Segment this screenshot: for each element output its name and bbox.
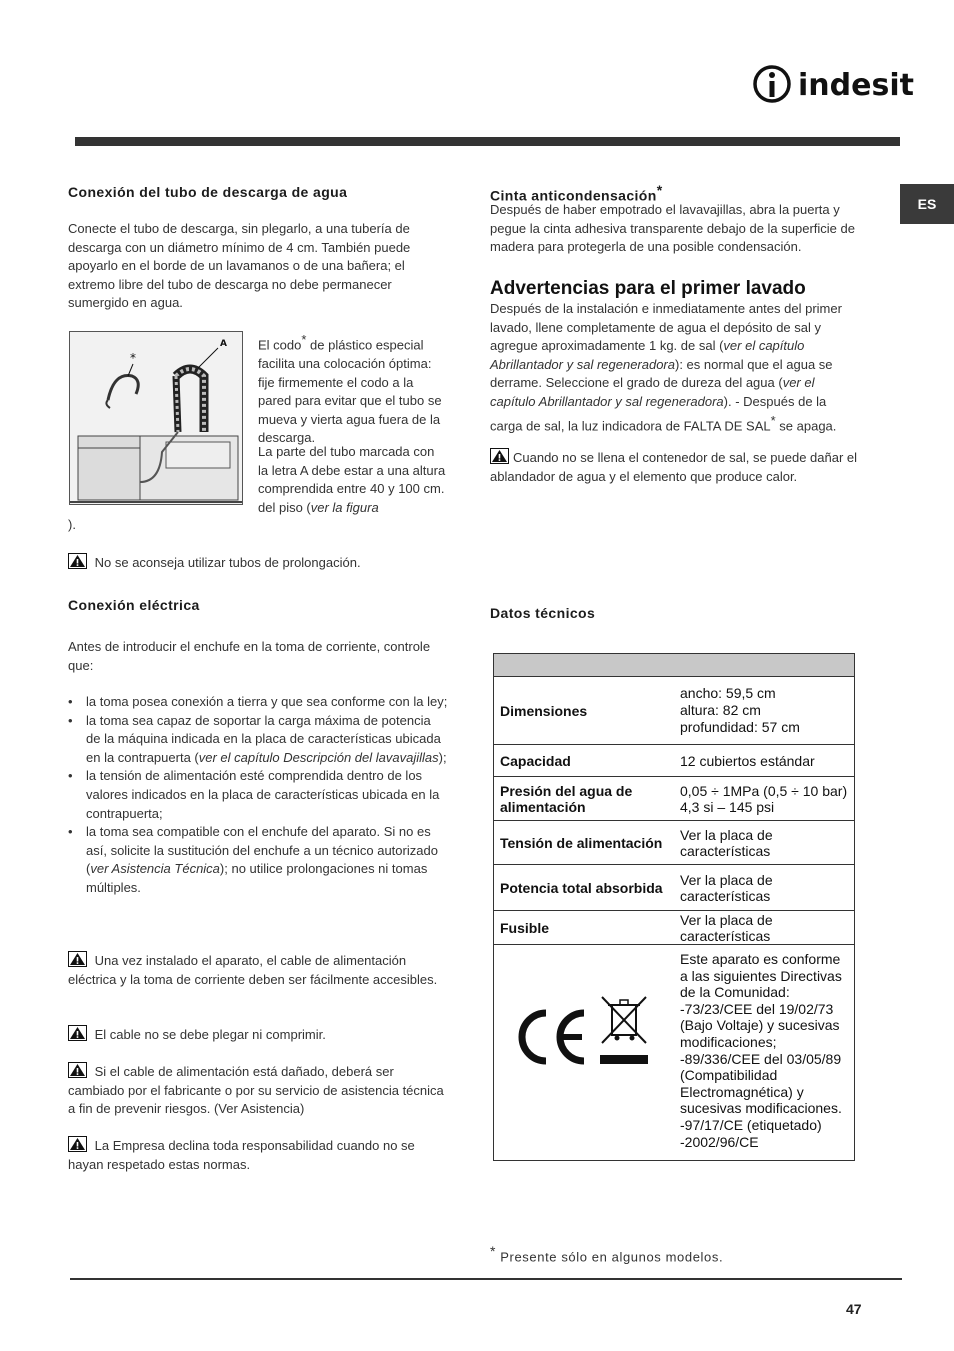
strip-star: * — [656, 182, 663, 198]
elbow-text-1: El codo — [258, 337, 302, 353]
table-row — [494, 821, 855, 865]
certification-marks — [494, 945, 675, 1161]
first-wash-text-1: Después de la instalación e inmediatamente antes del primer lavado, llene completamente de agua el depósito de sal y agregue aproximadamente 1 kg. de sal ( — [490, 301, 842, 354]
tech-value: 12 cubiertos estándar — [674, 745, 855, 777]
electric-title: Conexión eléctrica — [68, 597, 200, 613]
electric-warning-3 — [68, 1062, 448, 1119]
list-item — [68, 693, 448, 712]
tech-label: Capacidad — [494, 745, 675, 777]
electric-warning-4-text: La Empresa declina toda responsabilidad cuando no se hayan respetado estas normas. — [68, 1138, 415, 1172]
warning-icon — [490, 448, 509, 464]
electric-intro: Antes de introducir el enchufe en la toma de corriente, controle que: — [68, 639, 431, 673]
height-text — [258, 443, 448, 517]
electric-warning-1-text: Una vez instalado el aparato, el cable de alimentación eléctrica y la toma de corriente deben ser fácilmente accesibles. — [68, 953, 438, 987]
tech-value: Ver la placa de características — [674, 821, 855, 865]
first-wash-ref-2: ver el capítulo Abrillantador y sal regeneradora — [490, 375, 815, 409]
table-row — [494, 745, 855, 777]
first-wash-text-4: se apaga. — [775, 417, 837, 433]
table-row — [494, 945, 855, 1161]
checklist-item-load: la toma sea capaz de soportar la carga máxima de potencia de la máquina indicada en la placa de características ubicada en la contrapuerta ( — [86, 712, 441, 765]
tech-table-header — [494, 654, 855, 677]
tech-value: ancho: 59,5 cm altura: 82 cm profundidad: 57 cm — [674, 677, 855, 745]
tech-label: Fusible — [494, 911, 675, 945]
strip-title-text: Cinta anticondensación — [490, 187, 657, 204]
tech-value: Ver la placa de características — [674, 865, 855, 911]
list-item — [68, 767, 448, 823]
first-wash-title: Advertencias para el primer lavado — [490, 278, 806, 299]
drain-figure — [69, 331, 243, 505]
footnote-star: * — [490, 1243, 497, 1259]
warning-icon — [68, 951, 87, 967]
tech-value: Ver la placa de características — [674, 911, 855, 945]
figure-star-label: * — [130, 351, 136, 365]
drain-title: Conexión del tubo de descarga de agua — [68, 184, 348, 200]
checklist-plug-end: ); no utilice prolongaciones ni tomas múltiples. — [86, 861, 428, 895]
height-text-end: ). — [68, 517, 76, 532]
weee-bin-icon — [594, 991, 654, 1067]
table-row — [494, 911, 855, 945]
indesit-logo-mark — [752, 62, 792, 106]
table-row — [494, 865, 855, 911]
elbow-star: * — [301, 332, 307, 347]
first-wash-star: * — [770, 412, 776, 428]
page-number: 47 — [846, 1301, 862, 1317]
warning-icon — [68, 1025, 87, 1041]
tech-title: Datos técnicos — [490, 605, 596, 621]
tech-label: Presión del agua de alimentación — [494, 777, 675, 821]
strip-body: Después de haber empotrado el lavavajillas, abra la puerta y pegue la cinta adhesiva transparente debajo de la superficie de madera para protegerla de una posible condensación. — [490, 202, 855, 255]
directives-text: Este aparato es conforme a las siguientes Directivas de la Comunidad: -73/23/CEE del 19/02/73 (Bajo Voltaje) y sucesivas modificaciones; -89/336/CEE del 03/05/89 (Compatibilidad Electromagnética) y sucesivas modificaciones. -97/17/CE (etiquetado) -2002/96/CE — [674, 945, 855, 1161]
tech-table — [493, 653, 855, 1161]
electric-warning-2-text: El cable no se debe plegar ni comprimir. — [94, 1027, 326, 1042]
first-wash-warning — [490, 448, 862, 486]
footnote-text: Presente sólo en algunos modelos. — [500, 1249, 724, 1265]
first-wash-ref-1: ver el capítulo Abrillantador y sal regeneradora — [490, 338, 805, 372]
checklist-plug-ref: ver Asistencia Técnica — [90, 861, 220, 877]
checklist-load-end: ); — [438, 749, 447, 765]
checklist-item-voltage: la tensión de alimentación esté comprendida dentro de los valores indicados en la placa de características ubicada en la contrapuerta; — [86, 768, 440, 821]
electric-warning-2 — [68, 1025, 448, 1045]
warning-icon — [68, 553, 87, 569]
first-wash-text-2: ): es normal que el agua se derrame. Seleccione el grado de dureza del agua ( — [490, 356, 833, 391]
height-text-1: La parte del tubo marcada con la letra A debe estar a una altura comprendida entre 40 y 100 cm. del piso ( — [258, 444, 446, 515]
table-row — [494, 777, 855, 821]
tech-label: Dimensiones — [494, 677, 675, 745]
indesit-logo — [752, 62, 914, 106]
electric-warning-3-text: Si el cable de alimentación está dañado, deberá ser cambiado por el fabricante o por su servicio de asistencia técnica a fin de prevenir riesgos. (Ver Asistencia) — [68, 1064, 444, 1117]
list-item — [68, 712, 448, 768]
electric-checklist — [68, 693, 448, 898]
height-ref: ver la figura — [310, 499, 379, 515]
ce-mark-icon — [514, 1007, 590, 1067]
drain-warning — [68, 553, 448, 573]
elbow-text-2: de plástico especial facilita una colocación óptima: fije firmemente el codo a la pared para evitar que el tubo se mueva y vierta agua fuera de la descarga. — [258, 337, 442, 446]
tech-table-header-cell — [494, 654, 855, 677]
footer-rule — [70, 1278, 902, 1280]
figure-a-label: A — [220, 339, 227, 349]
warning-icon — [68, 1062, 87, 1078]
language-tab: ES — [900, 184, 954, 224]
header-rule — [75, 137, 900, 146]
brand-name: indesit — [798, 68, 914, 103]
first-wash-warning-text: Cuando no se llena el contenedor de sal, se puede dañar el ablandador de agua y el elemento que produce calor. — [490, 450, 858, 484]
warning-icon — [68, 1136, 87, 1152]
list-item — [68, 823, 448, 897]
drain-warning-text: No se aconseja utilizar tubos de prolongación. — [94, 555, 361, 570]
drain-hose-illustration — [70, 332, 242, 504]
checklist-item-plug: la toma sea compatible con el enchufe del aparato. Si no es así, solicite la sustitución del enchufe a un técnico autorizado ( — [86, 824, 438, 877]
drain-body: Conecte el tubo de descarga, sin plegarlo, a una tubería de descarga con un diámetro mínimo de 4 cm. También puede apoyarlo en el borde de un lavamanos o de una bañera; el extremo libre del tubo de descarga no debe permanecer sumergido en agua. — [68, 221, 411, 311]
first-wash-text-3: ). - Después de la carga de sal, la luz indicadora de FALTA DE SAL — [490, 393, 827, 433]
tech-label: Tensión de alimentación — [494, 821, 675, 865]
electric-warning-1 — [68, 951, 448, 989]
electric-warning-4 — [68, 1136, 448, 1174]
table-row — [494, 677, 855, 745]
first-wash-body — [490, 300, 862, 435]
checklist-load-ref: ver el capítulo Descripción del lavavajillas — [198, 749, 439, 765]
tech-value: 0,05 ÷ 1MPa (0,5 ÷ 10 bar) 4,3 si – 145 psi — [674, 777, 855, 821]
checklist-item-ground: la toma posea conexión a tierra y que sea conforme con la ley; — [86, 694, 448, 709]
elbow-text — [258, 331, 448, 448]
footnote — [490, 1243, 723, 1264]
tech-label: Potencia total absorbida — [494, 865, 675, 911]
